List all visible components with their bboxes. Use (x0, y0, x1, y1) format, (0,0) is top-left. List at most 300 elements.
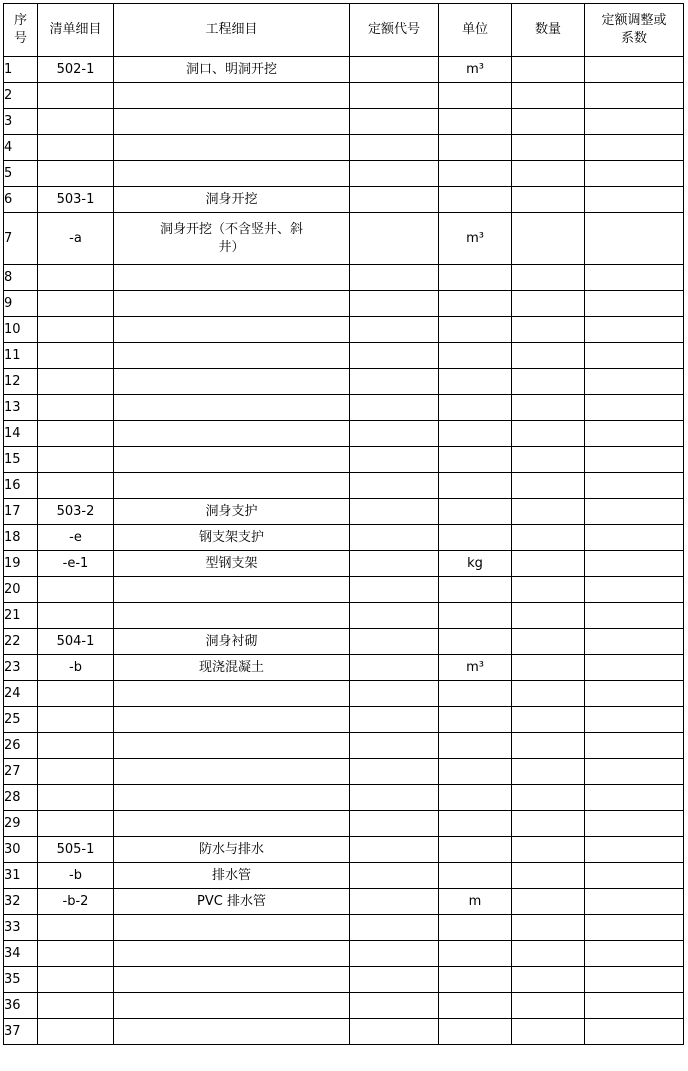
cell-seq: 25 (4, 707, 38, 733)
cell-work-item (114, 291, 350, 317)
header-row (4, 4, 684, 57)
cell-unit (439, 863, 512, 889)
cell-adjust (585, 369, 684, 395)
cell-seq: 18 (4, 525, 38, 551)
table-row (4, 733, 684, 759)
cell-work-item: 洞口、明洞开挖 (114, 57, 350, 83)
cell-item-code (38, 317, 114, 343)
cell-work-item (114, 811, 350, 837)
cell-adjust (585, 733, 684, 759)
cell-quota-code (350, 317, 439, 343)
header-quantity: 数量 (512, 4, 585, 57)
cell-seq: 2 (4, 83, 38, 109)
table-row (4, 707, 684, 733)
cell-seq: 12 (4, 369, 38, 395)
cell-work-item (114, 83, 350, 109)
cell-work-item (114, 135, 350, 161)
cell-adjust (585, 837, 684, 863)
cell-work-item (114, 759, 350, 785)
cell-quota-code (350, 499, 439, 525)
cell-adjust (585, 1019, 684, 1045)
table-row (4, 993, 684, 1019)
cell-quantity (512, 421, 585, 447)
cell-quantity (512, 889, 585, 915)
cell-item-code: -b-2 (38, 889, 114, 915)
cell-seq: 14 (4, 421, 38, 447)
cell-quantity (512, 759, 585, 785)
cell-item-code: -e-1 (38, 551, 114, 577)
table-row (4, 83, 684, 109)
cell-adjust (585, 889, 684, 915)
table-row (4, 759, 684, 785)
cell-item-code (38, 369, 114, 395)
cell-adjust (585, 941, 684, 967)
cell-work-item: 洞身衬砌 (114, 629, 350, 655)
cell-adjust (585, 655, 684, 681)
cell-work-item (114, 317, 350, 343)
cell-seq: 29 (4, 811, 38, 837)
cell-unit (439, 733, 512, 759)
cell-quota-code (350, 265, 439, 291)
cell-work-item (114, 1019, 350, 1045)
cell-work-item: 防水与排水 (114, 837, 350, 863)
cell-work-item: 型钢支架 (114, 551, 350, 577)
table-row (4, 265, 684, 291)
cell-adjust (585, 317, 684, 343)
table-row (4, 135, 684, 161)
cell-quota-code (350, 369, 439, 395)
cell-quota-code (350, 733, 439, 759)
cell-work-item: 洞身开挖（不含竖井、斜井） (114, 213, 350, 265)
cell-adjust (585, 551, 684, 577)
cell-unit: m³ (439, 655, 512, 681)
cell-seq: 15 (4, 447, 38, 473)
cell-adjust (585, 577, 684, 603)
cell-quantity (512, 395, 585, 421)
header-unit: 单位 (439, 4, 512, 57)
table-row (4, 473, 684, 499)
cell-unit (439, 681, 512, 707)
cell-quantity (512, 603, 585, 629)
cell-quota-code (350, 629, 439, 655)
cell-seq: 32 (4, 889, 38, 915)
cell-seq: 1 (4, 57, 38, 83)
cell-quota-code (350, 213, 439, 265)
cell-quantity (512, 707, 585, 733)
cell-adjust (585, 629, 684, 655)
table-row (4, 577, 684, 603)
cell-adjust (585, 993, 684, 1019)
cell-unit (439, 421, 512, 447)
cell-quota-code (350, 135, 439, 161)
cell-unit (439, 161, 512, 187)
cell-quota-code (350, 811, 439, 837)
table-row (4, 837, 684, 863)
cell-quantity (512, 811, 585, 837)
cell-adjust (585, 265, 684, 291)
cell-seq: 27 (4, 759, 38, 785)
cell-item-code: -e (38, 525, 114, 551)
cell-adjust (585, 395, 684, 421)
cell-quota-code (350, 707, 439, 733)
cell-unit: m³ (439, 57, 512, 83)
cell-unit (439, 1019, 512, 1045)
cell-work-item (114, 785, 350, 811)
cell-work-item: 洞身开挖 (114, 187, 350, 213)
cell-adjust (585, 811, 684, 837)
cell-quantity (512, 785, 585, 811)
cell-quantity (512, 57, 585, 83)
table-row (4, 213, 684, 265)
cell-adjust (585, 83, 684, 109)
cell-work-item (114, 265, 350, 291)
cell-unit (439, 291, 512, 317)
cell-adjust (585, 291, 684, 317)
cell-unit (439, 369, 512, 395)
cell-quota-code (350, 57, 439, 83)
header-seq: 序号 (4, 4, 38, 57)
header-item-code: 清单细目 (38, 4, 114, 57)
cell-quantity (512, 447, 585, 473)
header-work-item: 工程细目 (114, 4, 350, 57)
cell-unit: m³ (439, 213, 512, 265)
table-row (4, 447, 684, 473)
cell-adjust (585, 421, 684, 447)
cell-seq: 16 (4, 473, 38, 499)
cell-quota-code (350, 421, 439, 447)
cell-quota-code (350, 291, 439, 317)
cell-adjust (585, 863, 684, 889)
cell-seq: 26 (4, 733, 38, 759)
table-row (4, 369, 684, 395)
cell-quantity (512, 343, 585, 369)
cell-work-item (114, 369, 350, 395)
cell-quota-code (350, 889, 439, 915)
cell-item-code (38, 759, 114, 785)
cell-adjust (585, 785, 684, 811)
cell-adjust (585, 187, 684, 213)
cell-work-item: 现浇混凝土 (114, 655, 350, 681)
cell-quantity (512, 187, 585, 213)
cell-adjust (585, 525, 684, 551)
table-row (4, 343, 684, 369)
cell-quota-code (350, 785, 439, 811)
cell-work-item (114, 343, 350, 369)
cell-item-code (38, 681, 114, 707)
cell-seq: 11 (4, 343, 38, 369)
cell-adjust (585, 967, 684, 993)
cell-item-code (38, 135, 114, 161)
table-body (4, 57, 684, 1045)
cell-seq: 3 (4, 109, 38, 135)
cell-work-item (114, 941, 350, 967)
cell-unit (439, 837, 512, 863)
cell-seq: 21 (4, 603, 38, 629)
cell-quota-code (350, 993, 439, 1019)
cell-item-code: 504-1 (38, 629, 114, 655)
cell-unit (439, 135, 512, 161)
cell-quota-code (350, 551, 439, 577)
cell-quantity (512, 265, 585, 291)
cell-quota-code (350, 1019, 439, 1045)
cell-adjust (585, 681, 684, 707)
cell-item-code (38, 577, 114, 603)
cell-item-code (38, 967, 114, 993)
cell-work-item (114, 161, 350, 187)
table-row (4, 421, 684, 447)
cell-adjust (585, 57, 684, 83)
cell-quantity (512, 967, 585, 993)
cell-item-code (38, 785, 114, 811)
cell-work-item (114, 447, 350, 473)
cell-item-code: 505-1 (38, 837, 114, 863)
header-adjust: 定额调整或系数 (585, 4, 684, 57)
cell-quota-code (350, 161, 439, 187)
cell-quantity (512, 135, 585, 161)
cell-item-code (38, 447, 114, 473)
table-row (4, 291, 684, 317)
cell-quota-code (350, 109, 439, 135)
cell-seq: 8 (4, 265, 38, 291)
cell-work-item (114, 967, 350, 993)
cell-quantity (512, 317, 585, 343)
cell-seq: 35 (4, 967, 38, 993)
table-row (4, 811, 684, 837)
cell-seq: 6 (4, 187, 38, 213)
cell-quota-code (350, 473, 439, 499)
table-row (4, 499, 684, 525)
cell-unit (439, 707, 512, 733)
table-row (4, 1019, 684, 1045)
cell-adjust (585, 213, 684, 265)
cell-work-item (114, 473, 350, 499)
table-row (4, 681, 684, 707)
table-row (4, 655, 684, 681)
cell-quantity (512, 577, 585, 603)
cell-seq: 31 (4, 863, 38, 889)
cell-unit (439, 109, 512, 135)
cell-work-item: 钢支架支护 (114, 525, 350, 551)
table-row (4, 187, 684, 213)
cell-unit (439, 785, 512, 811)
cell-seq: 36 (4, 993, 38, 1019)
cell-adjust (585, 473, 684, 499)
cell-item-code (38, 707, 114, 733)
cell-adjust (585, 915, 684, 941)
cell-quota-code (350, 967, 439, 993)
cell-seq: 9 (4, 291, 38, 317)
cell-item-code (38, 915, 114, 941)
cell-unit (439, 265, 512, 291)
cell-item-code: 503-2 (38, 499, 114, 525)
cell-quantity (512, 863, 585, 889)
cell-adjust (585, 707, 684, 733)
cell-item-code (38, 811, 114, 837)
table-row (4, 525, 684, 551)
cell-item-code: -b (38, 655, 114, 681)
cell-item-code (38, 733, 114, 759)
cell-item-code (38, 603, 114, 629)
cell-unit: kg (439, 551, 512, 577)
table-row (4, 161, 684, 187)
quota-table (3, 3, 684, 1045)
cell-work-item (114, 421, 350, 447)
cell-quantity (512, 837, 585, 863)
cell-quantity (512, 525, 585, 551)
cell-unit (439, 317, 512, 343)
cell-adjust (585, 343, 684, 369)
cell-seq: 5 (4, 161, 38, 187)
cell-work-item: 洞身支护 (114, 499, 350, 525)
cell-quota-code (350, 915, 439, 941)
cell-work-item (114, 681, 350, 707)
table-row (4, 967, 684, 993)
cell-quota-code (350, 603, 439, 629)
cell-seq: 17 (4, 499, 38, 525)
cell-quota-code (350, 837, 439, 863)
cell-quota-code (350, 187, 439, 213)
cell-item-code (38, 941, 114, 967)
cell-seq: 37 (4, 1019, 38, 1045)
cell-quota-code (350, 941, 439, 967)
cell-unit (439, 993, 512, 1019)
cell-quota-code (350, 681, 439, 707)
table-row (4, 317, 684, 343)
cell-unit (439, 967, 512, 993)
cell-item-code: 502-1 (38, 57, 114, 83)
cell-seq: 7 (4, 213, 38, 265)
cell-quantity (512, 941, 585, 967)
cell-item-code (38, 473, 114, 499)
cell-adjust (585, 499, 684, 525)
cell-quantity (512, 655, 585, 681)
cell-work-item (114, 577, 350, 603)
cell-unit (439, 577, 512, 603)
cell-seq: 34 (4, 941, 38, 967)
cell-adjust (585, 109, 684, 135)
cell-quantity (512, 733, 585, 759)
cell-item-code (38, 161, 114, 187)
cell-work-item (114, 915, 350, 941)
cell-unit (439, 473, 512, 499)
table-row (4, 785, 684, 811)
table-row (4, 57, 684, 83)
table-row (4, 551, 684, 577)
cell-unit (439, 759, 512, 785)
cell-seq: 22 (4, 629, 38, 655)
cell-quota-code (350, 447, 439, 473)
cell-item-code: 503-1 (38, 187, 114, 213)
table-row (4, 629, 684, 655)
cell-work-item (114, 707, 350, 733)
cell-quota-code (350, 83, 439, 109)
cell-item-code: -a (38, 213, 114, 265)
cell-quantity (512, 629, 585, 655)
cell-unit: m (439, 889, 512, 915)
cell-quota-code (350, 863, 439, 889)
cell-quota-code (350, 759, 439, 785)
cell-adjust (585, 759, 684, 785)
table-row (4, 915, 684, 941)
cell-quantity (512, 83, 585, 109)
cell-quota-code (350, 525, 439, 551)
cell-item-code (38, 265, 114, 291)
cell-seq: 33 (4, 915, 38, 941)
cell-quantity (512, 473, 585, 499)
cell-seq: 4 (4, 135, 38, 161)
cell-seq: 20 (4, 577, 38, 603)
cell-adjust (585, 135, 684, 161)
cell-work-item: PVC 排水管 (114, 889, 350, 915)
cell-item-code (38, 421, 114, 447)
cell-seq: 19 (4, 551, 38, 577)
table-row (4, 395, 684, 421)
table-row (4, 941, 684, 967)
cell-adjust (585, 603, 684, 629)
cell-unit (439, 447, 512, 473)
cell-quantity (512, 161, 585, 187)
cell-quantity (512, 213, 585, 265)
cell-quantity (512, 369, 585, 395)
cell-quota-code (350, 655, 439, 681)
cell-unit (439, 941, 512, 967)
cell-adjust (585, 447, 684, 473)
cell-quantity (512, 1019, 585, 1045)
table-row (4, 889, 684, 915)
cell-unit (439, 629, 512, 655)
cell-seq: 13 (4, 395, 38, 421)
header-quota-code: 定额代号 (350, 4, 439, 57)
cell-quantity (512, 993, 585, 1019)
table-row (4, 109, 684, 135)
cell-item-code (38, 109, 114, 135)
table-row (4, 603, 684, 629)
cell-quota-code (350, 343, 439, 369)
cell-work-item (114, 993, 350, 1019)
cell-quota-code (350, 395, 439, 421)
cell-seq: 10 (4, 317, 38, 343)
cell-unit (439, 499, 512, 525)
cell-unit (439, 83, 512, 109)
table-row (4, 863, 684, 889)
cell-item-code (38, 993, 114, 1019)
cell-quantity (512, 499, 585, 525)
cell-seq: 23 (4, 655, 38, 681)
cell-item-code (38, 83, 114, 109)
cell-unit (439, 811, 512, 837)
cell-seq: 24 (4, 681, 38, 707)
cell-item-code (38, 343, 114, 369)
cell-work-item (114, 109, 350, 135)
cell-quantity (512, 915, 585, 941)
cell-unit (439, 343, 512, 369)
cell-item-code (38, 1019, 114, 1045)
cell-adjust (585, 161, 684, 187)
cell-unit (439, 525, 512, 551)
cell-work-item (114, 395, 350, 421)
cell-quantity (512, 291, 585, 317)
cell-quantity (512, 551, 585, 577)
cell-unit (439, 187, 512, 213)
cell-unit (439, 603, 512, 629)
cell-seq: 28 (4, 785, 38, 811)
cell-work-item (114, 733, 350, 759)
cell-quota-code (350, 577, 439, 603)
cell-quantity (512, 681, 585, 707)
cell-unit (439, 915, 512, 941)
cell-item-code: -b (38, 863, 114, 889)
cell-item-code (38, 291, 114, 317)
